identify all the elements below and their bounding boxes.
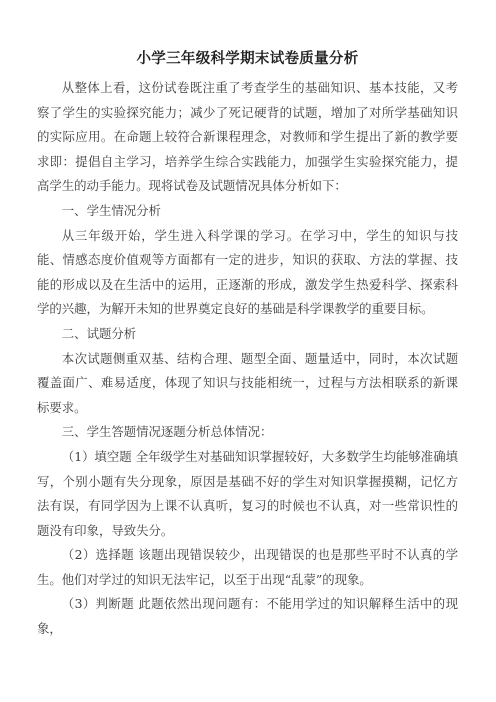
section-heading-question-analysis: 二、试题分析 [61, 325, 137, 341]
paragraph-question-analysis: 本次试题侧重双基、结构合理、题型全面、题量适中，同时，本次试题覆盖面广、难易适度，体现了知识与技能相统一，过程与方法相联系的新课标要求。 [37, 350, 458, 415]
paragraph-multiple-choice: （2）选择题 该题出现错误较少，出现错误的也是那些平时不认真的学生。他们对学过的知识无法牢记，以至于出现“乱蒙”的现象。 [37, 547, 458, 587]
section-heading-student-analysis: 一、学生情况分析 [61, 202, 161, 218]
paragraph-fill-in-blank: （1）填空题 全年级学生对基础知识掌握较好，大多数学生均能够准确填写，个别小题有失分现象，原因是基础不好的学生对知识掌握摸糊，记忆方法有误，有同学因为上课不认真听，复习的时候也不认真，对一些常识性的题没有印象，导致失分。 [37, 448, 458, 538]
section-heading-answer-analysis: 三、学生答题情况逐题分析总体情况： [61, 424, 273, 440]
paragraph-intro: 从整体上看，这份试卷既注重了考查学生的基础知识、基本技能，又考察了学生的实验探究能力；减少了死记硬背的试题，增加了对所学基础知识的实际应用。在命题上较符合新课程理念，对教师和学生提出了新的教学要求即：提倡自主学习，培养学生综合实践能力，加强学生实验探究能力，提高学生的动手能力。现将试卷及试题情况具体分析如下： [37, 80, 458, 194]
paragraph-student-analysis: 从三年级开始，学生进入科学课的学习。在学习中，学生的知识与技能、情感态度价值观等方面都有一定的进步，知识的获取、方法的掌握、技能的形成以及在生活中的运用，正逐渐的形成，激发学生热爱科学、探索科学的兴趣，为解开未知的世界奠定良好的基础是科学课教学的重要目标。 [37, 227, 458, 317]
paragraph-true-false: （3）判断题 此题依然出现问题有：不能用学过的知识解释生活中的现象， [37, 596, 458, 637]
document-title: 小学三年级科学期末试卷质量分析 [136, 51, 359, 67]
